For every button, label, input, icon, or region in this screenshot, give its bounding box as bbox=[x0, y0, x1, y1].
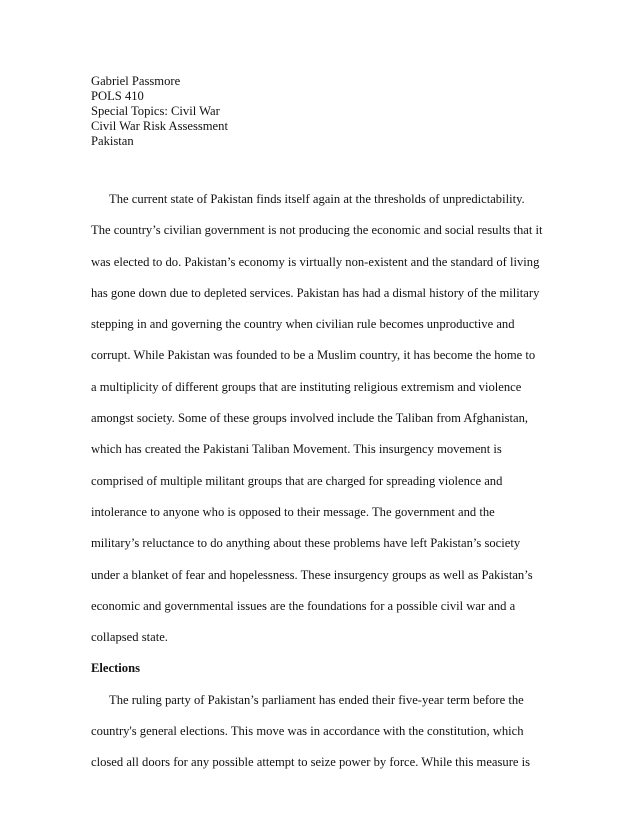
paragraph-line: stepping in and governing the country when civilian rule becomes unproductive and bbox=[91, 317, 515, 332]
course-topic: Special Topics: Civil War bbox=[91, 104, 220, 118]
paragraph-line: military’s reluctance to do anything about these problems have left Pakistan’s society bbox=[91, 536, 521, 551]
paragraph-line: comprised of multiple militant groups that are charged for spreading violence and bbox=[91, 473, 503, 488]
paragraph-line: was elected to do. Pakistan’s economy is virtually non-existent and the standard of living bbox=[91, 254, 540, 269]
paragraph-line: The country’s civilian government is not producing the economic and social results that it bbox=[91, 223, 543, 238]
course-code: POLS 410 bbox=[91, 89, 144, 103]
paragraph-line: which has created the Pakistani Taliban Movement. This insurgency movement is bbox=[91, 442, 502, 457]
author-name: Gabriel Passmore bbox=[91, 74, 181, 88]
paragraph-line: has gone down due to depleted services. Pakistan has had a dismal history of the military bbox=[91, 285, 540, 300]
paragraph-line: The ruling party of Pakistan’s parliament has ended their five-year term before the bbox=[109, 692, 524, 707]
paragraph-line: economic and governmental issues are the foundations for a possible civil war and a bbox=[91, 598, 516, 613]
paragraph-line: country's general elections. This move was in accordance with the constitution, which bbox=[91, 724, 524, 739]
paragraph-line: intolerance to anyone who is opposed to their message. The government and the bbox=[91, 504, 495, 519]
paragraph-line: closed all doors for any possible attempt to seize power by force. While this measure is bbox=[91, 755, 531, 770]
paragraph-line: amongst society. Some of these groups involved include the Taliban from Afghanistan, bbox=[91, 411, 529, 426]
paragraph-line: a multiplicity of different groups that are instituting religious extremism and violence bbox=[91, 379, 522, 394]
paragraph-line: corrupt. While Pakistan was founded to be a Muslim country, it has become the home to bbox=[91, 348, 536, 363]
document-body bbox=[91, 184, 551, 779]
section-heading: Elections bbox=[91, 661, 140, 676]
paragraph-line: under a blanket of fear and hopelessness. These insurgency groups as well as Pakistan’s bbox=[91, 567, 533, 582]
document-header bbox=[91, 74, 228, 149]
paragraph-line: The current state of Pakistan finds itself again at the thresholds of unpredictability. bbox=[109, 192, 525, 206]
paragraph-line: collapsed state. bbox=[91, 630, 168, 645]
country-subject: Pakistan bbox=[91, 134, 134, 148]
assignment-title: Civil War Risk Assessment bbox=[91, 119, 228, 133]
